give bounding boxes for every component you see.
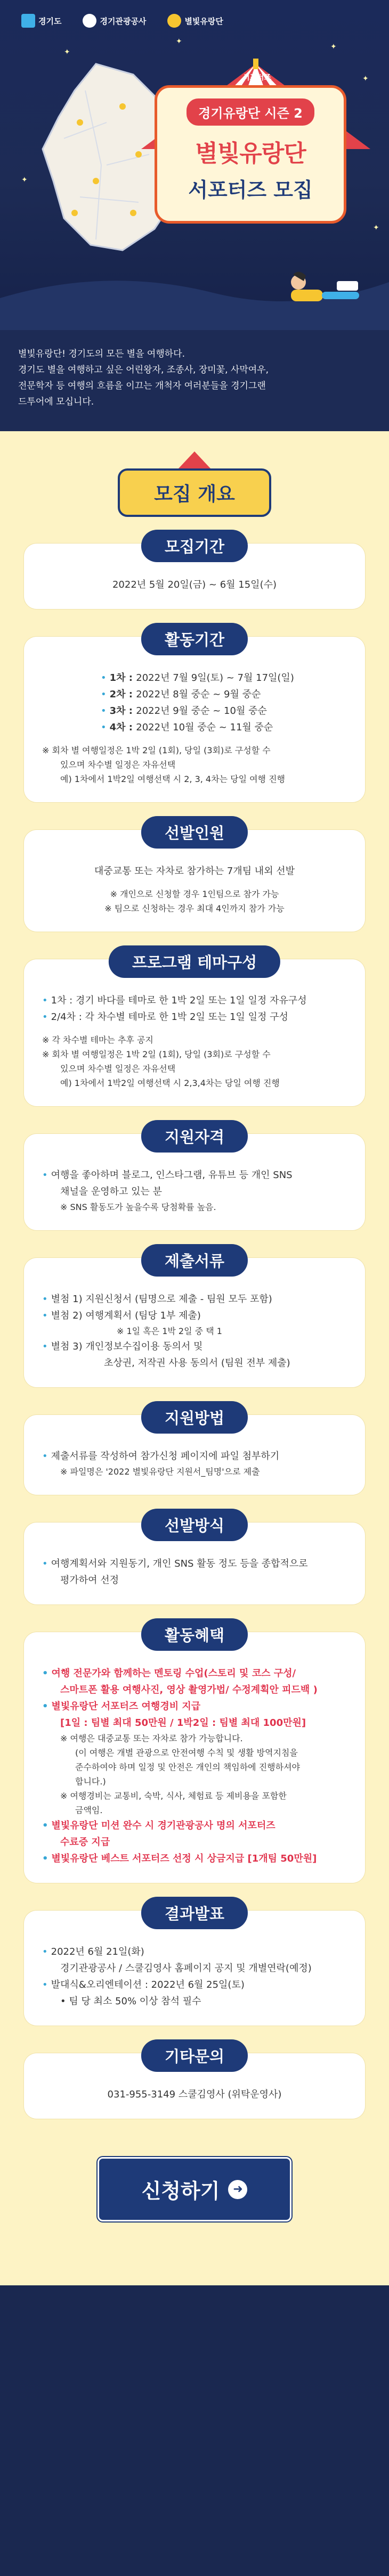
card-head: 활동혜택 <box>141 1618 248 1651</box>
benefit-note: (이 여행은 개별 관광으로 안전여행 수칙 및 생활 방역지침을 <box>75 1748 298 1758</box>
intro-text: 별빛유랑단! 경기도의 모든 별을 여행하다. 경기도 별을 여행하고 싶은 어린왕자, 조종사, 장미꽃, 사막여우, 전문학자 등 여행의 흐름을 이끄는 개척자 여러분들을 경기그랜 드투어에 모십니다. <box>0 330 389 431</box>
activity-item: • 2차 : 2022년 8월 중순 ~ 9월 중순 <box>101 689 261 700</box>
program-note: 있으며 차수별 일정은 자유선택 <box>60 1064 176 1074</box>
results-item: • 2022년 6월 21일(화) <box>42 1946 144 1957</box>
star-icon: ✦ <box>362 75 369 83</box>
document-item: • 별첨 3) 개인정보수집이용 동의서 및 <box>42 1341 203 1352</box>
star-icon: ✦ <box>21 176 28 184</box>
gyeonggi-logo-icon <box>21 14 35 28</box>
bullet-icon: • <box>101 672 107 684</box>
benefit-item: • 별빛유랑단 베스트 서포터즈 선정 시 상금지급 [1개팀 50만원] <box>42 1853 317 1864</box>
program-note: ※ 각 차수별 테마는 추후 공지 <box>42 1035 153 1045</box>
hero-season-badge: 경기유랑단 시즌 2 <box>187 98 314 126</box>
apply-wrap <box>0 2146 389 2221</box>
card-recruit-period <box>24 538 365 609</box>
bullet-icon: • <box>42 1668 48 1679</box>
card-contact <box>24 2047 365 2119</box>
gto-logo-icon <box>83 14 96 28</box>
bullet-icon: • <box>42 1853 48 1864</box>
bullet-icon: • <box>42 1701 48 1712</box>
bullet-icon: • <box>42 1170 48 1181</box>
card-head: 기타문의 <box>141 2039 248 2072</box>
document-item: • 별첨 2) 여행계획서 (팀당 1부 제출) <box>42 1310 201 1321</box>
selection-method-text: 평가하여 선정 <box>60 1575 119 1586</box>
program-item: • 1차 : 경기 바다를 테마로 한 1박 2일 또는 1일 일정 자유구성 <box>42 995 307 1006</box>
card-qualification <box>24 1128 365 1230</box>
card-head: 프로그램 테마구성 <box>109 945 280 978</box>
method-note: ※ 파일명은 '2022 별빛유랑단 지원서_팀명'으로 제출 <box>60 1467 260 1477</box>
card-head: 제출서류 <box>141 1244 248 1277</box>
arrow-right-icon: ➜ <box>228 2180 247 2199</box>
bullet-icon: • <box>42 995 48 1006</box>
bullet-icon: • <box>42 1946 48 1957</box>
star-icon: ✦ <box>330 43 337 51</box>
benefit-item: • 별빛유랑단 미션 완수 시 경기관광공사 명의 서포터즈 <box>42 1820 275 1831</box>
hero-subtitle: 서포터즈 모집 <box>188 178 313 202</box>
hero-banner <box>0 0 389 330</box>
card-head: 지원자격 <box>141 1120 248 1153</box>
section-title-wrap <box>0 468 389 517</box>
card-selection-count <box>24 824 365 932</box>
activity-note: 있으며 차수별 일정은 자유선택 <box>60 760 176 770</box>
logo-bar <box>21 14 223 28</box>
benefit-note: 합니다.) <box>75 1776 106 1787</box>
bullet-icon: • <box>42 1451 48 1462</box>
person-stargazing-illustration <box>277 266 368 314</box>
results-item-cont: • 팀 당 최소 50% 이상 참석 필수 <box>60 1996 201 2007</box>
card-head: 결과발표 <box>141 1897 248 1929</box>
tent-label: 서포터즈 <box>242 73 272 82</box>
selection-note: ※ 팀으로 신청하는 경우 최대 4인까지 참가 가능 <box>104 903 285 913</box>
program-note: ※ 회차 별 여행일정은 1박 2일 (1회), 당일 (3회)로 구성할 수 <box>42 1049 271 1059</box>
results-item: • 발대식&오리엔테이션 : 2022년 6월 25일(토) <box>42 1979 245 1990</box>
results-item-cont: 경기관광공사 / 스쿨김영사 홈페이지 공지 및 개별연락(예정) <box>60 1963 312 1974</box>
bullet-icon: • <box>42 1341 48 1352</box>
bullet-icon: • <box>42 1979 48 1990</box>
activity-item: • 3차 : 2022년 9월 중순 ~ 10월 중순 <box>101 705 267 717</box>
document-item-cont: 초상권, 저작권 사용 동의서 (팀원 전부 제출) <box>104 1357 290 1369</box>
logo-gyeonggi: 경기도 <box>21 14 61 28</box>
method-text: • 제출서류를 작성하여 참가신청 페이지에 파일 첨부하기 <box>42 1451 280 1462</box>
section-title: 모집 개요 <box>118 468 271 517</box>
qualification-note: ※ SNS 활동도가 높을수록 당첨확률 높음. <box>60 1202 216 1212</box>
bullet-icon: • <box>101 705 107 717</box>
contact-text: 031-955-3149 스쿨김영사 (위탁운영사) <box>107 2089 282 2100</box>
card-head: 지원방법 <box>141 1401 248 1434</box>
bullet-icon: • <box>42 1294 48 1305</box>
benefit-item-cont: [1일 : 팀별 최대 50만원 / 1박2일 : 팀별 최대 100만원] <box>60 1717 306 1729</box>
benefit-note: 금액임. <box>75 1805 103 1815</box>
bullet-icon: • <box>42 1820 48 1831</box>
star-icon: ✦ <box>64 48 70 56</box>
benefit-item: • 별빛유랑단 서포터즈 여행경비 지급 <box>42 1701 201 1712</box>
benefit-note: 준수하여야 하며 일정 및 안전은 개인의 책임하에 진행하셔야 <box>75 1762 301 1772</box>
bullet-icon: • <box>101 689 107 700</box>
card-selection-method <box>24 1517 365 1604</box>
bullet-icon: • <box>42 1011 48 1023</box>
benefit-note: ※ 여행은 대중교통 또는 자차로 참가 가능합니다. <box>60 1733 243 1743</box>
card-activity-period <box>24 631 365 802</box>
selection-note: ※ 개인으로 신청할 경우 1인팀으로 참가 가능 <box>110 889 279 899</box>
selection-text: 대중교통 또는 자차로 참가하는 7개팀 내외 선발 <box>94 866 295 877</box>
benefit-note: ※ 여행경비는 교통비, 숙박, 식사, 체험료 등 제비용을 포함한 <box>60 1791 287 1801</box>
activity-item: • 1차 : 2022년 7월 9일(토) ~ 7월 17일(일) <box>101 672 294 684</box>
recruit-overview <box>0 431 389 2285</box>
program-item: • 2/4차 : 각 차수별 테마로 한 1박 2일 또는 1일 일정 구성 <box>42 1011 288 1023</box>
hero-title-box <box>155 85 346 224</box>
star-icon: ✦ <box>373 224 379 232</box>
bullet-icon: • <box>42 1310 48 1321</box>
activity-note: 예) 1차에서 1박2일 여행선택 시 2, 3, 4차는 당일 여행 진행 <box>60 774 286 784</box>
qualification-text: 채널을 운영하고 있는 분 <box>60 1186 163 1197</box>
card-documents <box>24 1252 365 1387</box>
program-note: 예) 1차에서 1박2일 여행선택 시 2,3,4차는 당일 여행 진행 <box>60 1078 280 1088</box>
star-icon: ✦ <box>176 37 182 46</box>
period-text: 2022년 5월 20일(금) ~ 6월 15일(수) <box>112 579 277 590</box>
benefit-item-cont: 스마트폰 활용 여행사진, 영상 촬영가법/ 수정계획안 피드백 ) <box>60 1684 318 1696</box>
apply-button[interactable]: 신청하기 ➜ <box>98 2157 292 2221</box>
qualification-text: • 여행을 좋아하며 블로그, 인스타그램, 유튜브 등 개인 SNS <box>42 1170 293 1181</box>
logo-byeolbit: 별빛유랑단 <box>167 14 223 28</box>
card-program-theme <box>24 953 365 1106</box>
logo-gto: 경기관광공사 <box>83 14 146 28</box>
activity-item: • 4차 : 2022년 10월 중순 ~ 11월 중순 <box>101 722 273 733</box>
card-head: 모집기간 <box>141 530 248 562</box>
document-note: ※ 1일 혹은 1박 2일 중 택 1 <box>117 1326 222 1336</box>
card-apply-method <box>24 1409 365 1495</box>
benefit-item-cont: 수료증 지급 <box>60 1837 110 1848</box>
selection-method-text: • 여행계획서와 지원동기, 개인 SNS 활동 정도 등을 종합적으로 <box>42 1558 308 1569</box>
card-head: 선발방식 <box>141 1509 248 1541</box>
card-head: 선발인원 <box>141 816 248 849</box>
bullet-icon: • <box>101 722 107 733</box>
hero-title: 별빛유랑단 <box>195 140 306 167</box>
bullet-icon: • <box>42 1558 48 1569</box>
activity-note: ※ 회차 별 여행일정은 1박 2일 (1회), 당일 (3회)로 구성할 수 <box>42 745 271 755</box>
card-benefits <box>24 1626 365 1883</box>
card-results <box>24 1905 365 2026</box>
card-head: 활동기간 <box>141 623 248 655</box>
byeolbit-logo-icon <box>167 14 181 28</box>
document-item: • 별첨 1) 지원신청서 (팀명으로 제출 - 팀원 모두 포함) <box>42 1294 272 1305</box>
benefit-item: • 여행 전문가와 함께하는 멘토링 수업(스토리 및 코스 구성/ <box>42 1668 296 1679</box>
